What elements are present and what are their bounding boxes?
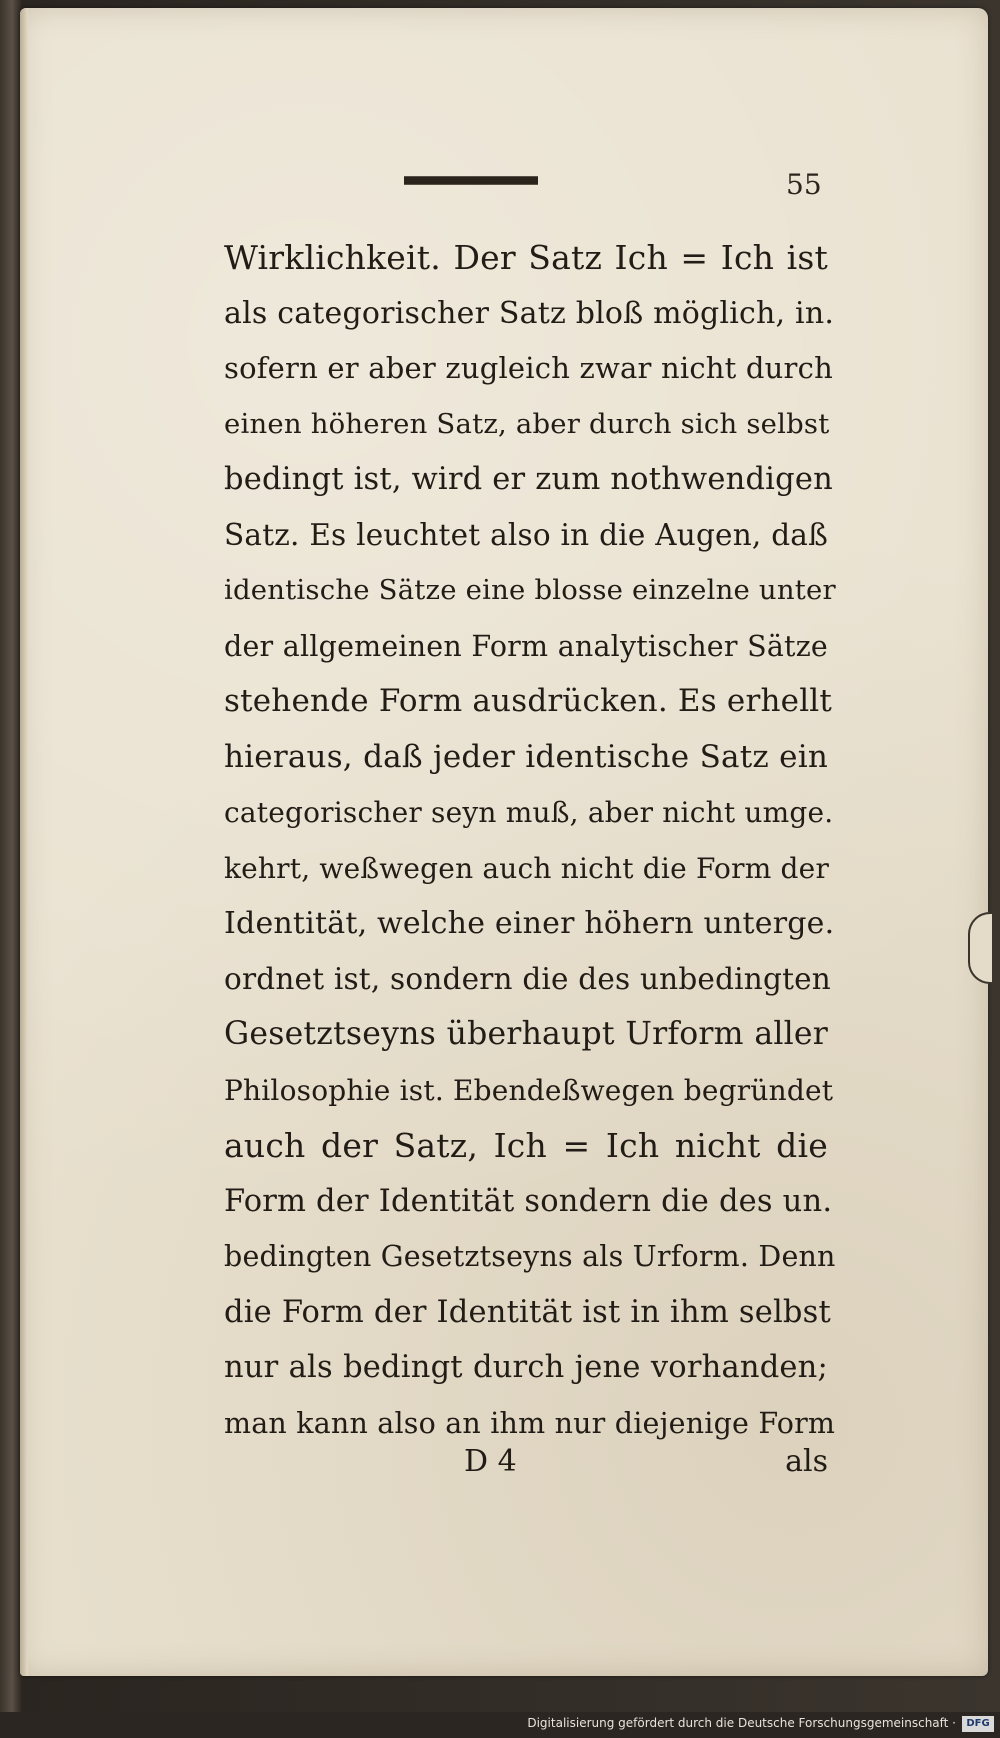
text-line: sofern er aber zugleich zwar nicht durch xyxy=(224,351,833,385)
text-line: nur als bedingt durch jene vorhanden; xyxy=(224,1350,828,1385)
body-text xyxy=(224,230,836,1451)
text-line: Identität, welche einer höhern unterge. xyxy=(224,906,835,941)
text-line: Satz. Es leuchtet also in die Augen, daß xyxy=(224,517,828,552)
digitization-credit-bar xyxy=(0,1712,1000,1738)
page-footer xyxy=(224,1444,828,1494)
text-line: Philosophie ist. Ebendeßwegen begründet xyxy=(224,1073,834,1107)
catchword: als xyxy=(785,1444,828,1479)
dfg-logo-icon: DFG xyxy=(962,1716,994,1732)
text-line: categorischer seyn muß, aber nicht umge. xyxy=(224,796,834,829)
text-line: einen höheren Satz, aber durch sich selbst xyxy=(224,407,830,440)
text-line: der allgemeinen Form analytischer Sätze xyxy=(224,629,828,663)
text-line: bedingten Gesetztseyns als Urform. Denn xyxy=(224,1240,836,1273)
text-line: man kann also an ihm nur diejenige Form xyxy=(224,1406,836,1440)
text-line: als categorischer Satz bloß möglich, in. xyxy=(224,295,835,331)
page-number: 55 xyxy=(786,168,822,201)
credit-text: Digitalisierung gefördert durch die Deutsche Forschungsgemeinschaft · xyxy=(527,1716,956,1730)
header-rule xyxy=(404,176,538,185)
page-spine-edge xyxy=(20,8,28,1676)
signature-mark: D 4 xyxy=(464,1444,517,1479)
text-line: stehende Form ausdrücken. Es erhellt xyxy=(224,683,833,719)
page-clip-mark xyxy=(968,912,992,984)
text-line: Wirklichkeit. Der Satz Ich = Ich ist xyxy=(224,238,828,277)
text-line: die Form der Identität ist in ihm selbst xyxy=(224,1294,831,1330)
text-line: auch der Satz, Ich = Ich nicht die xyxy=(224,1126,828,1165)
text-line: Form der Identität sondern die des un. xyxy=(224,1183,833,1219)
text-line: identische Sätze eine blosse einzelne unter xyxy=(224,574,836,606)
text-line: Gesetztseyns überhaupt Urform aller xyxy=(224,1016,828,1052)
text-line: ordnet ist, sondern die des unbedingten xyxy=(224,961,832,996)
text-line: hieraus, daß jeder identische Satz ein xyxy=(224,738,828,775)
text-line: bedingt ist, wird er zum nothwendigen xyxy=(224,462,833,497)
text-line: kehrt, weßwegen auch nicht die Form der xyxy=(224,851,830,885)
